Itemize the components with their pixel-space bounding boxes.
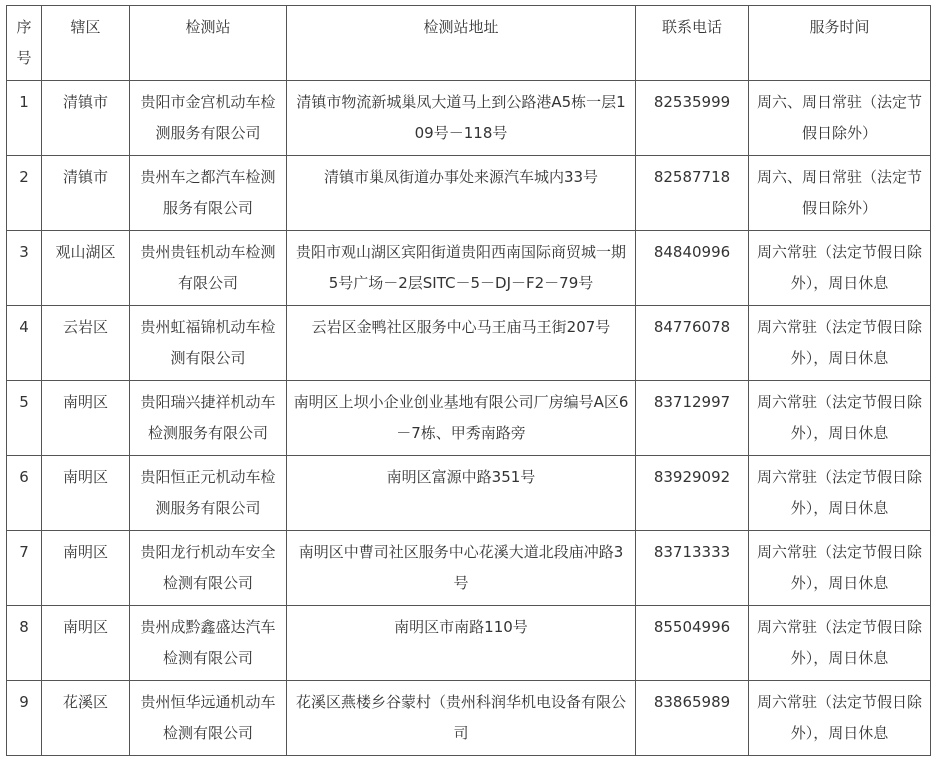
cell-no: 8 [7,606,42,681]
cell-hours: 周六、周日常驻（法定节假日除外） [749,81,931,156]
inspection-station-table-container [6,5,930,756]
cell-no: 3 [7,231,42,306]
table-row [7,606,931,681]
cell-station: 贵阳恒正元机动车检测服务有限公司 [130,456,287,531]
cell-station: 贵州虹福锦机动车检测有限公司 [130,306,287,381]
cell-address: 清镇市物流新城巢凤大道马上到公路港A5栋一层109号－118号 [287,81,636,156]
cell-hours: 周六常驻（法定节假日除外），周日休息 [749,456,931,531]
cell-station: 贵州恒华远通机动车检测有限公司 [130,681,287,756]
cell-district: 南明区 [42,381,130,456]
table-row [7,531,931,606]
cell-hours: 周六常驻（法定节假日除外），周日休息 [749,681,931,756]
cell-hours: 周六常驻（法定节假日除外），周日休息 [749,531,931,606]
table-body [7,81,931,756]
cell-district: 清镇市 [42,81,130,156]
table-row [7,156,931,231]
cell-district: 南明区 [42,606,130,681]
cell-station: 贵阳市金宫机动车检测服务有限公司 [130,81,287,156]
cell-district: 南明区 [42,531,130,606]
cell-address: 云岩区金鸭社区服务中心马王庙马王街207号 [287,306,636,381]
cell-no: 1 [7,81,42,156]
cell-phone: 84776078 [636,306,749,381]
cell-phone: 82535999 [636,81,749,156]
table-row [7,681,931,756]
header-station: 检测站 [130,6,287,81]
inspection-station-table [6,5,931,756]
cell-address: 南明区富源中路351号 [287,456,636,531]
cell-phone: 83865989 [636,681,749,756]
cell-phone: 85504996 [636,606,749,681]
cell-station: 贵州贵钰机动车检测有限公司 [130,231,287,306]
cell-phone: 83712997 [636,381,749,456]
cell-no: 4 [7,306,42,381]
header-row [7,6,931,81]
header-phone: 联系电话 [636,6,749,81]
cell-address: 清镇市巢凤街道办事处来源汽车城内33号 [287,156,636,231]
cell-no: 6 [7,456,42,531]
table-row [7,231,931,306]
cell-address: 花溪区燕楼乡谷蒙村（贵州科润华机电设备有限公司 [287,681,636,756]
header-district: 辖区 [42,6,130,81]
cell-district: 清镇市 [42,156,130,231]
cell-hours: 周六常驻（法定节假日除外），周日休息 [749,381,931,456]
cell-phone: 84840996 [636,231,749,306]
cell-no: 7 [7,531,42,606]
cell-phone: 83713333 [636,531,749,606]
cell-address: 南明区中曹司社区服务中心花溪大道北段庙冲路3号 [287,531,636,606]
table-row [7,306,931,381]
cell-hours: 周六常驻（法定节假日除外），周日休息 [749,231,931,306]
table-header [7,6,931,81]
cell-no: 5 [7,381,42,456]
cell-station: 贵阳龙行机动车安全检测有限公司 [130,531,287,606]
cell-station: 贵州车之都汽车检测服务有限公司 [130,156,287,231]
cell-phone: 82587718 [636,156,749,231]
header-hours: 服务时间 [749,6,931,81]
cell-address: 南明区市南路110号 [287,606,636,681]
cell-hours: 周六常驻（法定节假日除外），周日休息 [749,306,931,381]
table-row [7,381,931,456]
header-address: 检测站地址 [287,6,636,81]
cell-address: 南明区上坝小企业创业基地有限公司厂房编号A区6－7栋、甲秀南路旁 [287,381,636,456]
cell-no: 2 [7,156,42,231]
cell-no: 9 [7,681,42,756]
cell-district: 云岩区 [42,306,130,381]
cell-district: 南明区 [42,456,130,531]
cell-station: 贵州成黔鑫盛达汽车检测有限公司 [130,606,287,681]
cell-hours: 周六、周日常驻（法定节假日除外） [749,156,931,231]
cell-phone: 83929092 [636,456,749,531]
table-row [7,456,931,531]
table-row [7,81,931,156]
cell-district: 花溪区 [42,681,130,756]
cell-district: 观山湖区 [42,231,130,306]
cell-hours: 周六常驻（法定节假日除外），周日休息 [749,606,931,681]
cell-station: 贵阳瑞兴捷祥机动车检测服务有限公司 [130,381,287,456]
header-no: 序号 [7,6,42,81]
cell-address: 贵阳市观山湖区宾阳街道贵阳西南国际商贸城一期5号广场－2层SITC－5－DJ－F2－79号 [287,231,636,306]
